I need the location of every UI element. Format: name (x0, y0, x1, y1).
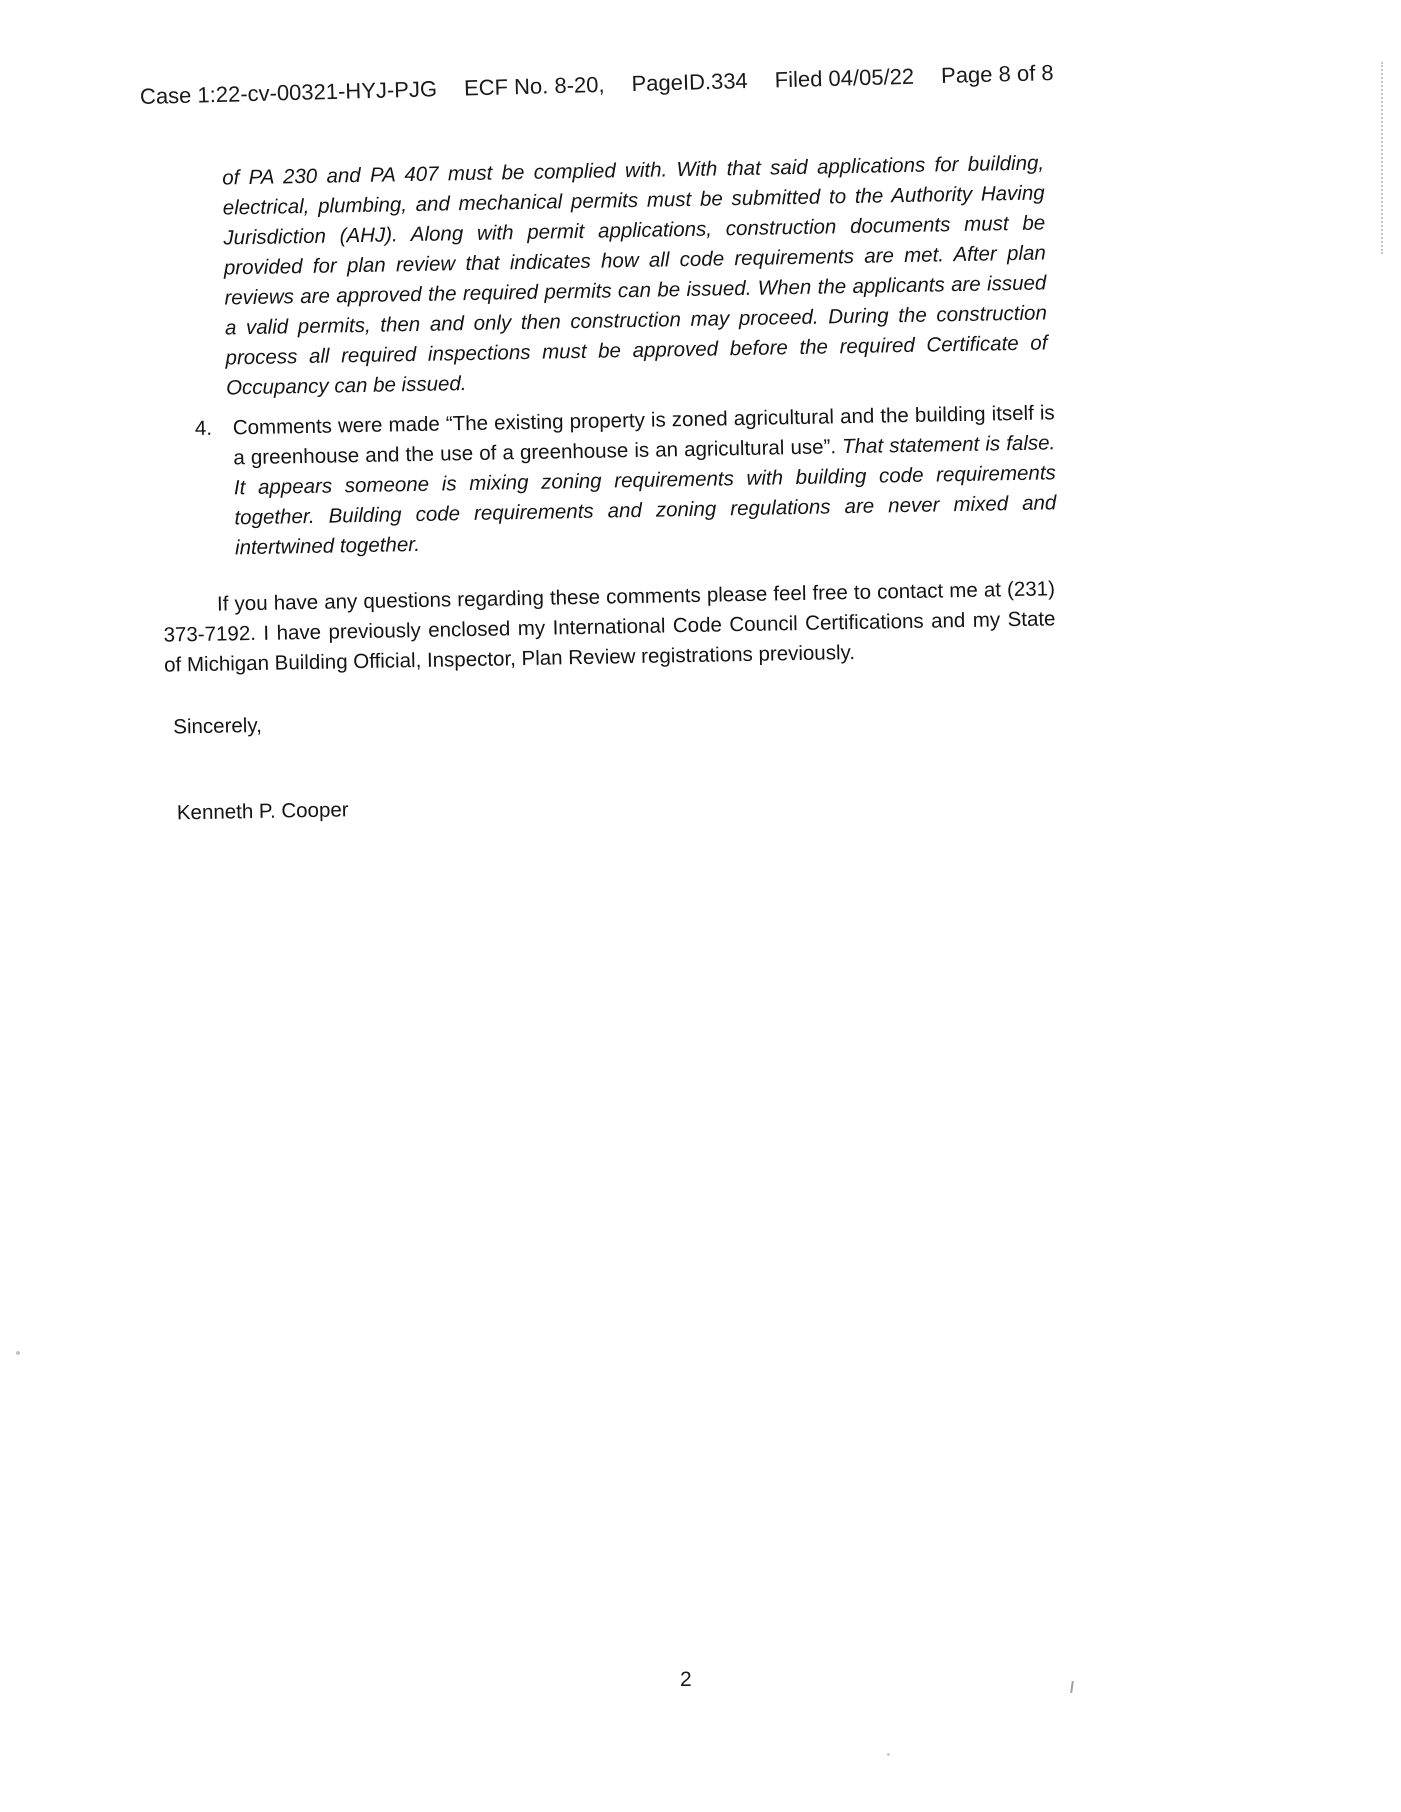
filed-date: Filed 04/05/22 (774, 63, 915, 93)
case-number: Case 1:22-cv-00321-HYJ-PJG (139, 76, 438, 109)
item-4-number: 4. (194, 416, 213, 441)
numbered-item-4 (195, 397, 1108, 564)
closing-paragraph: If you have any questions regarding these comments please feel free to contact me at (231) 373-7192. I have previously enclosed my International Code Council Certifications and my State of Michigan Building Official, Inspector, Plan Review registrations previously. (163, 577, 1056, 677)
letter-body (140, 147, 1112, 828)
page-id: PageID.334 (631, 68, 749, 97)
page-of-count: Page 8 of 8 (940, 60, 1054, 89)
scan-artifact-speck (16, 1351, 20, 1355)
item3-continuation-paragraph: of PA 230 and PA 407 must be complied with. With that said applications for building, electrical, plumbing, and mechanical permits must be submitted to the Authority Having Jurisdiction (AHJ). Along with permit applications, construction documents must be provided for plan review that indicates how all code requirements are met. After plan reviews are approved the required permits can be issued. When the applicants are issued a valid permits, then and only then construction may proceed. During the construction process all required inspections must be approved before the required Certificate of Occupancy can be issued. (222, 151, 1048, 400)
item-4-italic-text: That statement is false. It appears someone is mixing zoning requirements with building code requirements together. Building code requirements and zoning regulations are never mixed and intertwined together. (233, 431, 1057, 560)
item-4-regular-text: Comments were made “The existing property is zoned agricultural and the building itself is a greenhouse and the use of a greenhouse is an agricultural use”. (232, 401, 1055, 470)
ecf-number: ECF No. 8-20, (463, 71, 605, 101)
signature-name: Kenneth P. Cooper (176, 798, 349, 825)
scan-artifact-mark (1070, 1681, 1074, 1693)
signoff: Sincerely, (173, 713, 262, 739)
court-filing-header (140, 60, 1054, 110)
item-4-text (233, 398, 1058, 563)
scan-artifact-speck (887, 1753, 890, 1756)
page-number: 2 (680, 1668, 692, 1691)
scan-artifact-dotted-line (1381, 62, 1383, 254)
